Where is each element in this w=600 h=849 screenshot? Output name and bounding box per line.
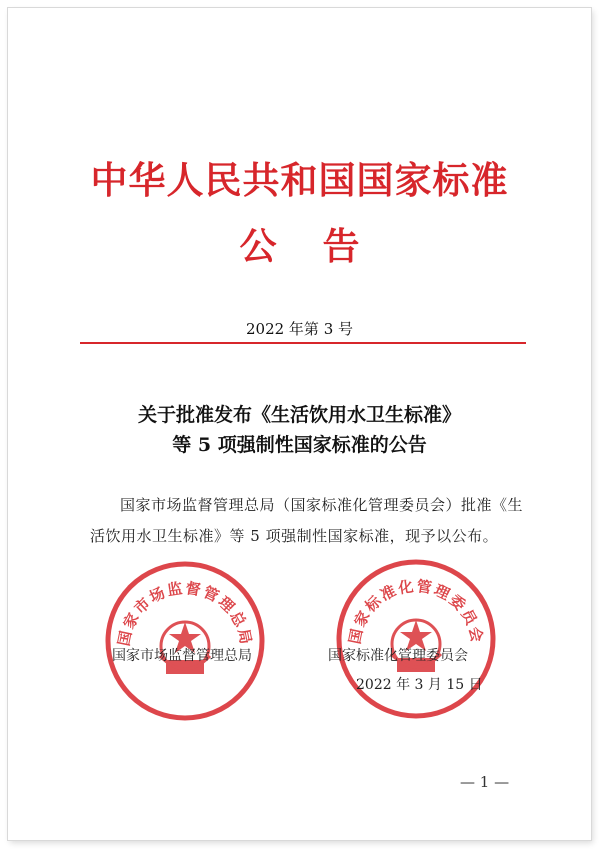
- header-title: 中华人民共和国国家标准: [90, 158, 509, 202]
- signature-date: 2022 年 3 月 15 日: [356, 677, 483, 693]
- document-page: [8, 8, 591, 840]
- red-divider: [80, 342, 526, 344]
- body-paragraph: 国家市场监督管理总局（国家标准化管理委员会）批准《生活饮用水卫生标准》等 5 项强制性国家标准，现予以公布。: [90, 496, 524, 545]
- page-number: — 1 —: [460, 773, 510, 791]
- issue-number: 2022 年第 3 号: [245, 320, 354, 338]
- seal-left-text: 国家市场监督管理总局: [114, 578, 256, 648]
- seal-right-text: 国家标准化管理委员会: [345, 576, 487, 646]
- document-title-line2: 等 5 项强制性国家标准的公告: [172, 434, 427, 456]
- document-title: [8, 400, 591, 460]
- seal-right-icon: [335, 558, 497, 720]
- signature-left: 国家市场监督管理总局: [112, 648, 252, 664]
- document-title-line1: 关于批准发布《生活饮用水卫生标准》: [137, 404, 461, 426]
- seal-left-icon: [104, 560, 266, 722]
- signature-right: 国家标准化管理委员会: [328, 648, 468, 664]
- header-subtitle: 公告: [239, 224, 406, 268]
